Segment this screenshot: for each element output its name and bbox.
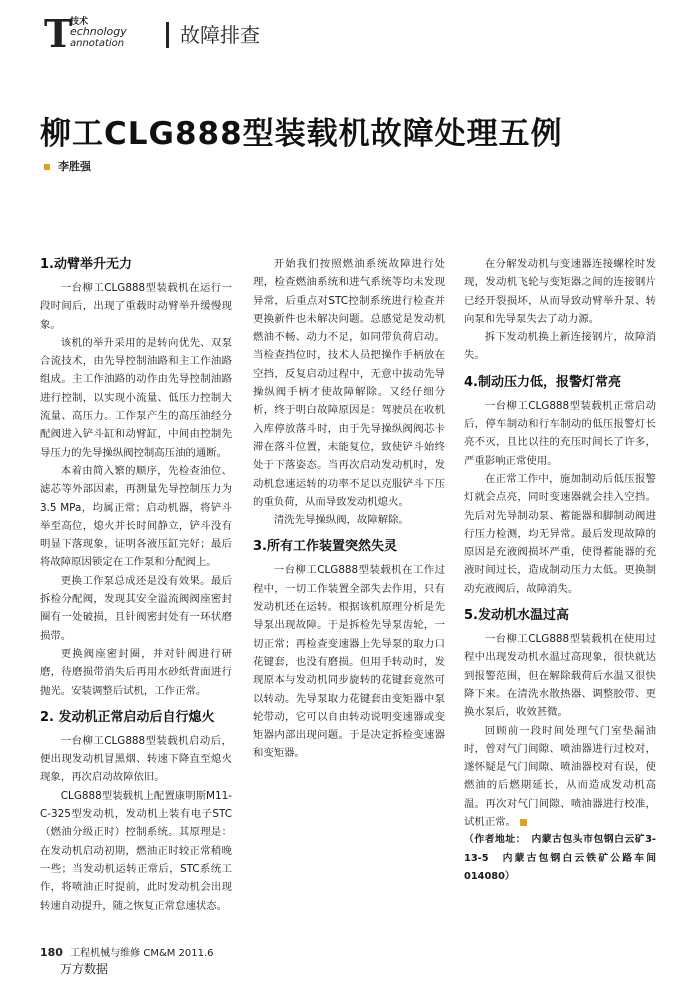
- page-footer: [40, 944, 214, 959]
- paragraph: 一台柳工CLG888型装载机在使用过程中出现发动机水温过高现象，很快就达到报警范围，但在解除载荷后水温又很快降下来。在清洗水散热器、调整胶带、更换水泵后，收效甚微。: [464, 633, 656, 719]
- paragraph: CLG888型装载机上配置康明斯M11-C-325型发动机，发动机上装有电子STC（燃油分级正时）控制系统。其原理是：在发动机启动初期，燃油正时较正常稍晚一些；当发动机运转正常后，STC系统工作，将喷油正时提前，此时发动机会出现转速自动提升，随之恢复正常怠速状态。: [40, 789, 232, 912]
- page-number: 180: [40, 946, 63, 959]
- text-column-2: [253, 255, 445, 763]
- paragraph: 一台柳工CLG888型装载机正常启动后，停车制动和行车制动的低压报警灯长亮不灭，且比以往的充压时间长了许多，严重影响正常使用。: [464, 399, 656, 467]
- paragraph: 本着由简入繁的顺序，先检查油位、滤芯等外部因素，再测量先导控制压力为3.5 MPa，均属正常；启动机器，将铲斗举至高位，熄火并长时间静立，铲斗没有明显下落现象，证明各液压缸完好；最后将故障原因锁定在工作泵和分配阀上。: [40, 464, 232, 569]
- logo-cn: 技术: [70, 17, 89, 27]
- journal-name: 工程机械与维修: [70, 948, 141, 959]
- paragraph: 清洗先导操纵阀，故障解除。: [273, 514, 409, 527]
- article-author: [44, 158, 91, 174]
- paragraph: 开始我们按照燃油系统故障进行处理，检查燃油系统和进气系统等均未发现异常，后重点对STC控制系统进行检查并更换新件也未解决问题。总感觉是发动机燃油不畅、动力不足，如同带负荷启动。当检查挡位时，技术人员把操作手柄放在空挡，反复启动过程中，无意中拔动先导操纵阀手柄才使故障解除。又经仔细分析，终于明白故障原因是：驾驶员在收机入库停放落斗时，由于先导操纵阀阀芯卡滞在落斗位置，未能复位，致使铲斗始终处于下落姿态。当再次启动发动机时，发动机怠速运转的功率不足以克服铲斗下压的重负荷，从而导致发动机熄火。: [253, 258, 445, 508]
- magazine-header: [44, 11, 274, 56]
- logo-line1: echnology: [70, 25, 127, 38]
- paragraph: 在正常工作中，施加制动后低压报警灯就会点亮，同时变速器就会挂入空挡。先后对先导制动泵、蓄能器和脚制动阀进行压力检测，均无异常。最后发现故障的原因是充液阀损坏严重，使得蓄能器的充液时间过长，造成制动压力太低。更换制动充液阀后，故障消失。: [464, 472, 656, 595]
- paragraph: 一台柳工CLG888型装载机启动后，便出现发动机冒黑烟、转速下降直至熄火现象，再次启动故障依旧。: [40, 734, 232, 784]
- author-name: 李胜强: [58, 160, 91, 173]
- paragraph-text: 回顾前一段时间处理气门室垫漏油时，曾对气门间隙、喷油器进行过校对，遂怀疑是气门间隙、喷油器校对有误，使燃油的后燃期延长，从而造成发动机高温。再次对气门间隙、喷油器进行校准，试机正常。: [464, 724, 656, 829]
- paragraph: [464, 722, 656, 832]
- header-divider: [166, 22, 169, 48]
- watermark: 万方数据: [60, 962, 109, 976]
- paragraph: 更换阀座密封圈，并对针阀进行研磨，待磨损带消失后再用水砂纸背面进行抛光。安装调整后试机，工作正常。: [40, 647, 232, 697]
- author-marker-icon: [44, 164, 50, 170]
- section-heading: 4.制动压力低，报警灯常亮: [464, 374, 621, 390]
- author-address: （作者地址： 内蒙古包头市包钢白云矿3-13-5 内蒙古包钢白云铁矿公路车间 014080）: [464, 834, 666, 882]
- article-title: 柳工CLG888型装载机故障处理五例: [40, 116, 563, 152]
- paragraph: 一台柳工CLG888型装载机在工作过程中，一切工作装置全部失去作用，只有发动机还在运转。根据该机原理分析是先导泵出现故障。于是拆检先导泵齿轮，一切正常；再检查变速器上先导泵的取力口花键套，也没有磨损。但用手转动时，发现原本与发动机同步旋转的花键套竟然可以转动。先导泵取力花键套由变矩器中泵轮带动，它可以自由转动说明变速器或变矩器内部出现问题。于是决定拆检变速器和变矩器。: [253, 564, 445, 760]
- section-title: 故障排查: [180, 23, 260, 47]
- logo-line2: annotation: [70, 38, 125, 49]
- end-marker-icon: [520, 819, 527, 826]
- paragraph: 该机的举升采用的是转向优先、双泵合流技术，由先导控制油路和主工作油路组成。主工作油路的动作由先导控制油路进行控制，以实现小流量、低压力控制大流量、高压力。工作泵产生的高压油经分配阀进入铲斗缸和动臂缸，中间由控制先导压力的先导操纵阀控制高压油的通断。: [40, 336, 232, 459]
- paragraph: 拆下发动机换上新连接钢片，故障消失。: [464, 331, 656, 362]
- section-heading: 3.所有工作装置突然失灵: [253, 539, 397, 555]
- text-column-3: [464, 255, 666, 886]
- text-column-1: [40, 255, 232, 915]
- section-heading: 2. 发动机正常启动后自行熄火: [40, 709, 215, 725]
- paragraph: 一台柳工CLG888型装载机在运行一段时间后，出现了重载时动臂举升缓慢现象。: [40, 282, 232, 331]
- logo-letter: T: [44, 11, 73, 56]
- journal-issue: CM&M 2011.6: [143, 948, 214, 959]
- paragraph: 更换工作泵总成还是没有效果。最后拆检分配阀，发现其安全溢流阀阀座密封圈有一处破损，且针阀密封处有一环状磨损带。: [40, 574, 232, 642]
- paragraph: 在分解发动机与变速器连接螺栓时发现，发动机飞轮与变矩器之间的连接钢片已经开裂损坏，从而导致动臂举升泵、转向泵和先导泵失去了动力源。: [464, 258, 656, 325]
- section-heading: 1.动臂举升无力: [40, 257, 132, 272]
- section-heading: 5.发动机水温过高: [464, 608, 569, 624]
